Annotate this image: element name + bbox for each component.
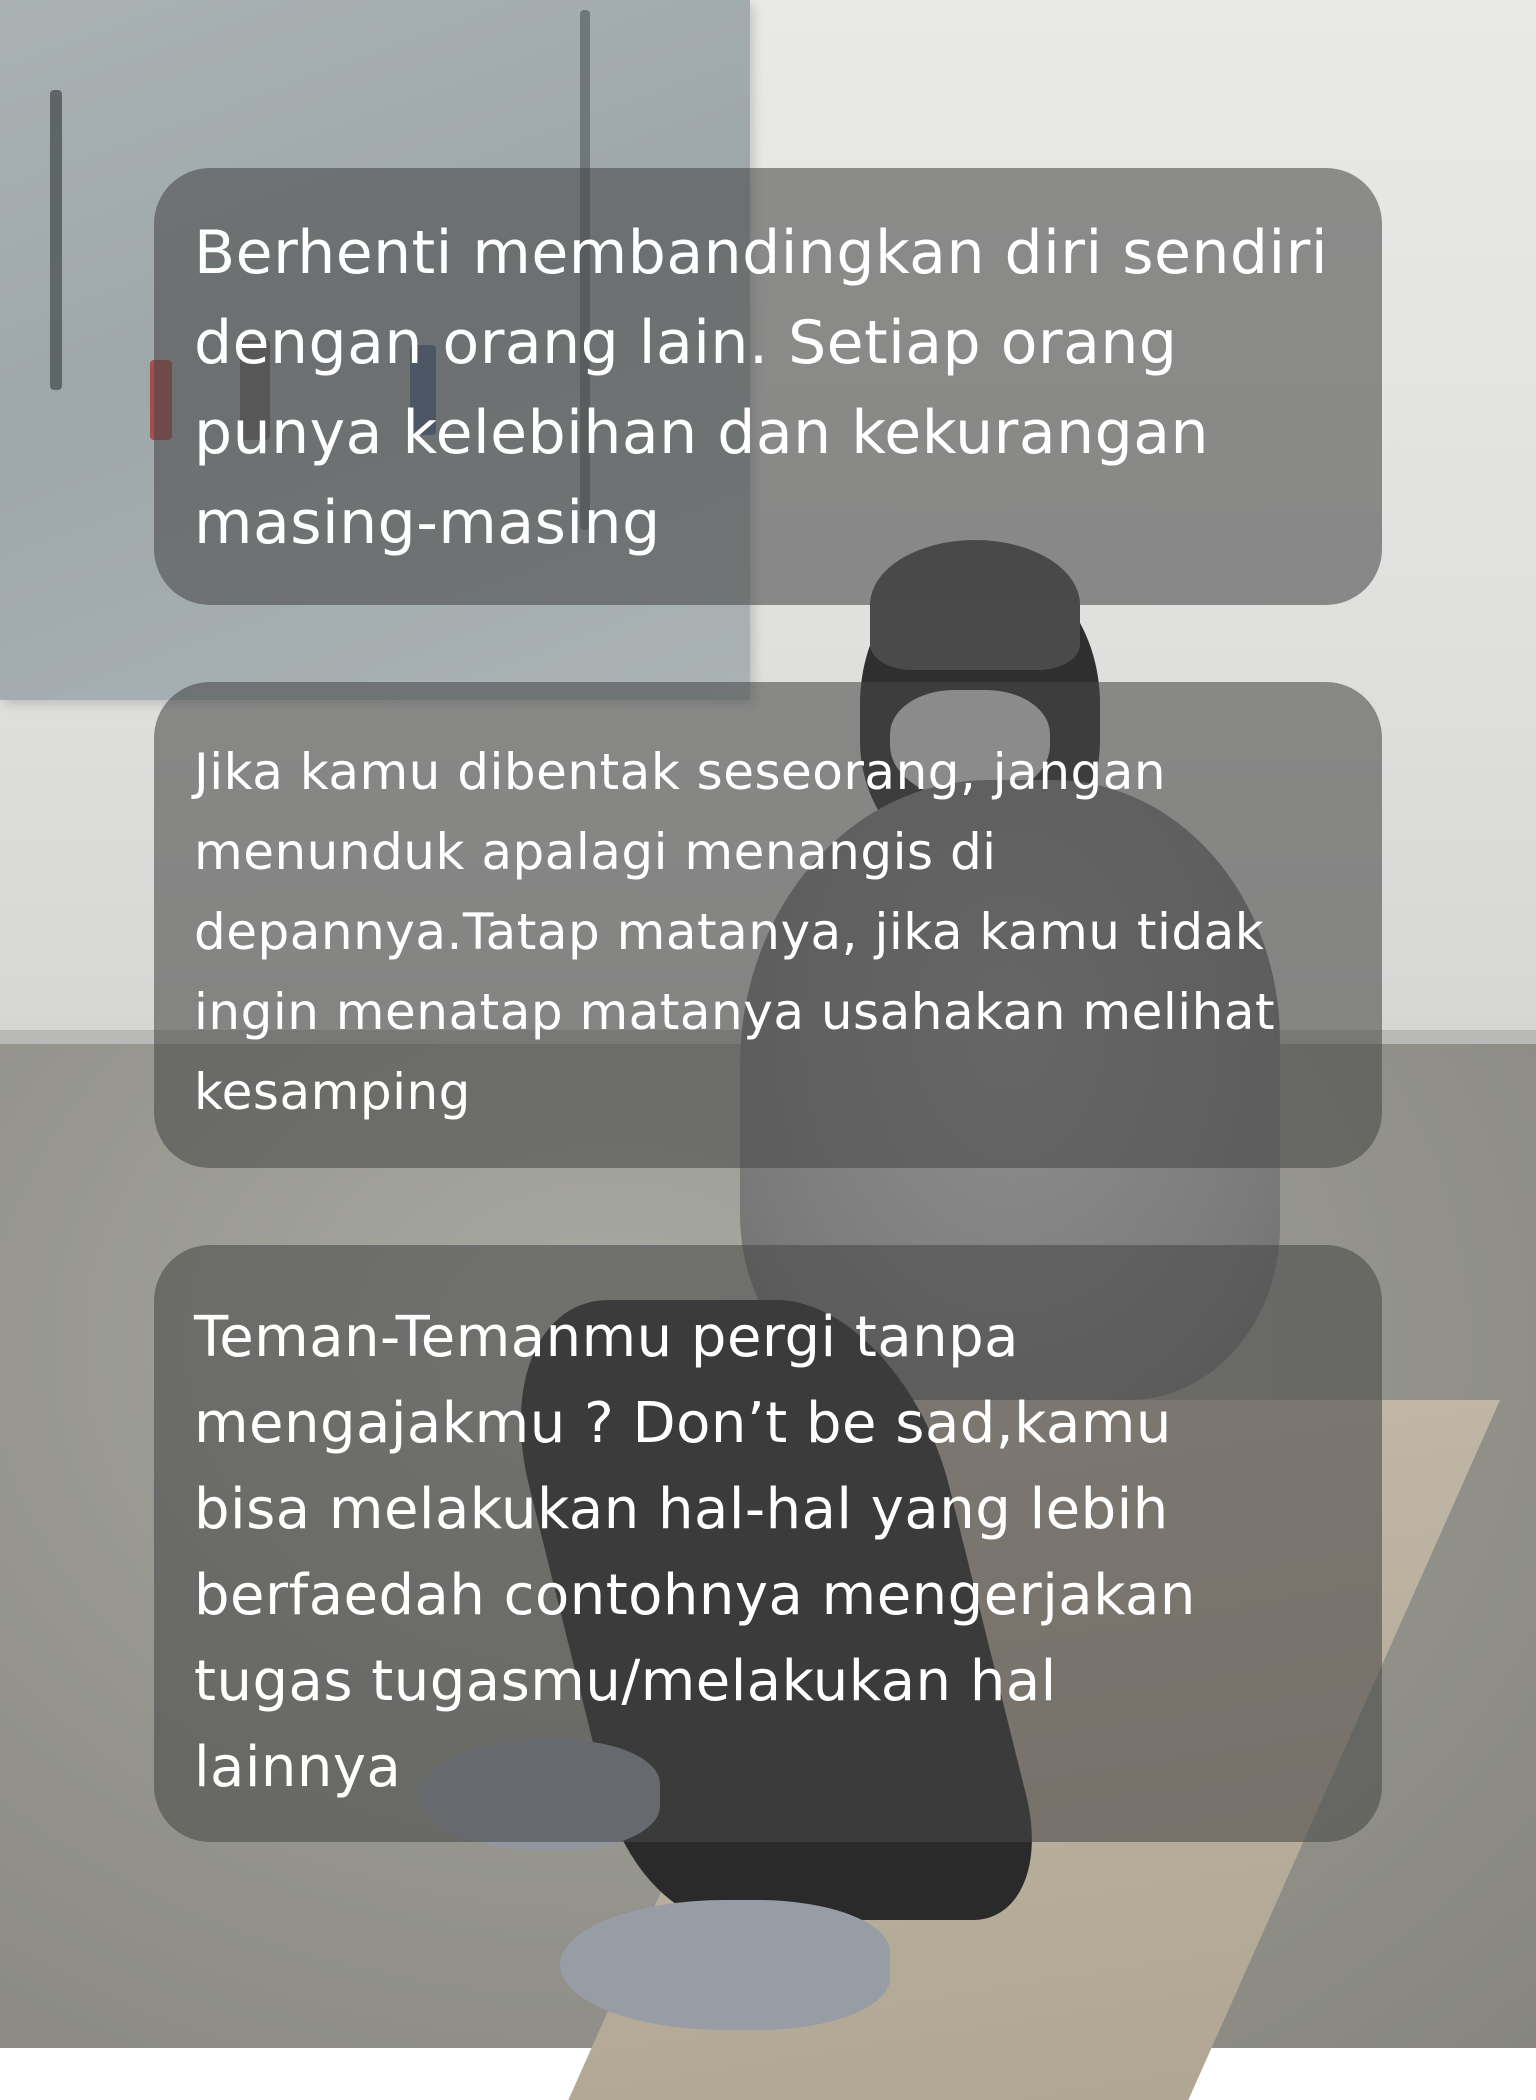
quote-card-2 bbox=[154, 682, 1382, 1168]
quote-text-1: Berhenti membandingkan diri sendiri dengan orang lain. Setiap orang punya kelebihan dan kekurangan masing-masing bbox=[194, 218, 1329, 558]
sneaker-right bbox=[560, 1900, 890, 2030]
quote-card-3 bbox=[154, 1245, 1382, 1842]
quote-text-3: Teman-Temanmu pergi tanpa mengajakmu ? Don’t be sad,kamu bisa melakukan hal-hal yang lebih berfaedah contohnya mengerjakan tugas tugasmu/melakukan hal lainnya bbox=[194, 1305, 1196, 1800]
quote-card-1 bbox=[154, 168, 1382, 605]
quote-text-2: Jika kamu dibentak seseorang, jangan menunduk apalagi menangis di depannya.Tatap matanya, jika kamu tidak ingin menatap matanya usahakan melihat kesamping bbox=[194, 743, 1276, 1121]
